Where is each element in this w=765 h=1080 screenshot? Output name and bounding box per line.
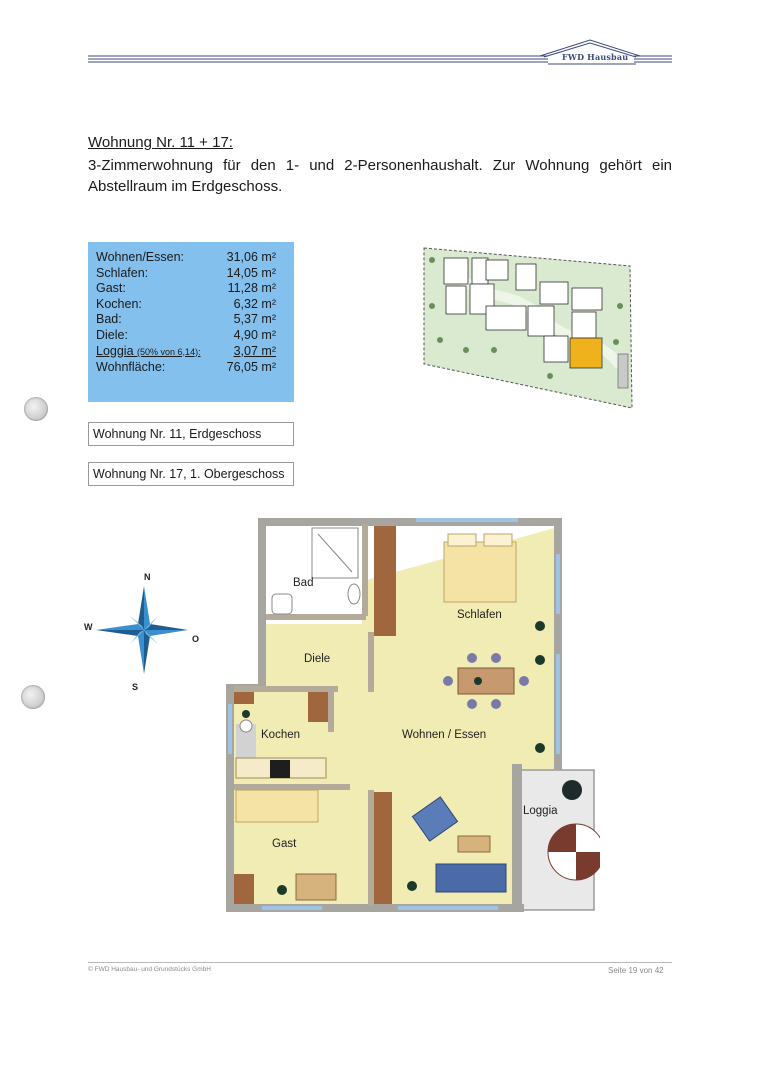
punch-hole [21,685,45,709]
area-row-loggia: Loggia (50% von 6,14): 3,07 m² [96,343,276,358]
area-row: Gast: 11,28 m² [96,281,276,296]
footer-copyright: © FWD Hausbau- und Grundstücks GmbH [88,966,211,973]
highlighted-unit [570,338,602,368]
brand-logo-text: FWD Hausbau [562,52,629,62]
compass-west: W [84,622,93,632]
area-row: Bad: 5,37 m² [96,312,276,327]
room-label-diele: Diele [304,653,331,665]
compass-south: S [132,682,139,692]
apartment-title: Wohnung Nr. 11 + 17: [88,134,233,151]
footer-rule [88,962,672,963]
area-row: Schlafen: 14,05 m² [96,265,276,280]
area-row: Kochen: 6,32 m² [96,296,276,311]
area-row: Diele: 4,90 m² [96,327,276,342]
room-label-wohnen-essen: Wohnen / Essen [402,729,487,741]
unit-label-ground-floor: Wohnung Nr. 11, Erdgeschoss [88,422,294,446]
compass-rose [92,580,196,684]
area-table [88,242,294,402]
compass-north: N [144,572,151,582]
room-label-gast: Gast [272,838,297,850]
unit-label-first-floor: Wohnung Nr. 17, 1. Obergeschoss [88,462,294,486]
area-row: Wohnen/Essen: 31,06 m² [96,250,276,264]
header-rule [0,0,765,80]
page-number: Seite 19 von 42 [608,966,664,975]
punch-hole [24,397,48,421]
apartment-description: 3-Zimmerwohnung für den 1- und 2-Personenhaushalt. Zur Wohnung gehört ein Abstellraum im Erdgeschoss. [88,157,672,195]
compass-east: O [192,634,200,644]
area-row-total: Wohnfläche: 76,05 m² [96,360,276,375]
room-label-loggia: Loggia [523,805,558,817]
room-label-kochen: Kochen [261,729,301,741]
floor-plan [222,514,600,916]
room-label-bad: Bad [293,577,314,589]
room-label-schlafen: Schlafen [457,609,502,621]
site-plan [420,246,636,412]
